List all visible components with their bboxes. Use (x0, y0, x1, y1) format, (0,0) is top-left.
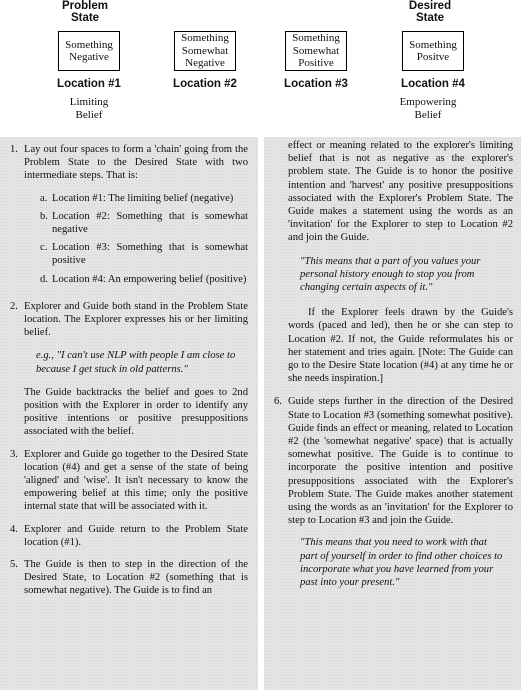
location-3-box: Something Somewhat Positive (285, 31, 347, 71)
list-letter: b. (40, 210, 48, 222)
location-3-label: Location #3 (284, 78, 348, 90)
list-letter: c. (40, 242, 48, 254)
left-column (0, 137, 258, 690)
location-2-label: Location #2 (173, 78, 237, 90)
step-text: Explorer and Guide go together to the Desired State location (#4) and get a sense of the state of being 'aligned' and 'wise'. It isn't necessary to know the empowering belief at this time; only the positive internal state that will be associated with it. (24, 448, 248, 513)
list-item (40, 241, 248, 267)
example-quote: "This means that you need to work with that part of yourself in order to find other choices to incorporate what you have learned from your past into your present." (300, 537, 503, 589)
step-number: 3. (10, 448, 18, 460)
list-text: Location #3: Something that is somewhat positive (52, 242, 248, 267)
location-2-box: Something Somewhat Negative (174, 31, 236, 71)
location-4-box: Something Positve (402, 31, 464, 71)
problem-state-label: Problem State (61, 0, 108, 24)
step-4 (10, 523, 248, 549)
step-number: 6. (274, 396, 282, 408)
step-number: 2. (10, 300, 18, 312)
step-text: Explorer and Guide return to the Problem State location (#1). (24, 523, 248, 548)
step-5-continuation: effect or meaning related to the explorer's limiting belief that is not as negative as the explorer's problem state. The Guide is to honor the positive intention and 'harvest' any positive presuppositions associated with the Explorer's Problem State. The Guide makes a statement using the words as an 'invitation' for the Explorer to step to Location #2 and join the Guide. (288, 140, 513, 244)
step-text: Guide steps further in the direction of the Desired State to Location #3 (something somewhat positive). Guide finds an effect or meaning, related to Location #2 (the 'somewhat negative' space) that is actually somewhat positive. The Guide is to continue to incorporate the positive intention and positive presuppositions associated with the Explorer's Problem State. The Guide makes another statement using the words as an 'invitation' for the Explorer to step to Location #3 and join the Guide. (288, 396, 513, 527)
step-6 (274, 395, 513, 527)
list-item (40, 273, 248, 286)
location-list (24, 192, 248, 286)
empowering-belief-label: Empowering Belief (399, 96, 457, 121)
location-1-box: Something Negative (58, 31, 120, 71)
list-text: Location #2: Something that is somewhat negative (52, 210, 248, 236)
list-letter: d. (40, 273, 48, 285)
desired-state-label: Desired State (408, 0, 452, 24)
step-3 (10, 448, 248, 514)
step-text: Explorer and Guide both stand in the Problem State location. The Explorer expresses his or her limiting belief. (24, 300, 248, 339)
step-number: 4. (10, 523, 18, 535)
list-text: Location #1: The limiting belief (negative) (52, 192, 234, 204)
step-1 (10, 143, 248, 291)
step-number: 5. (10, 559, 18, 571)
location-diagram (0, 0, 521, 130)
list-text: Location #4: An empowering belief (positive) (52, 273, 247, 285)
step-text: The Guide is then to step in the direction of the Desired State, to Location #2 (something that is somewhat negative). The Guide is to find an (24, 559, 248, 597)
step-5 (10, 558, 248, 598)
location-4-label: Location #4 (401, 78, 465, 90)
limiting-belief-label: Limiting Belief (69, 96, 109, 121)
step-2 (10, 300, 248, 439)
step-text: Lay out four spaces to form a 'chain' going from the Problem State to the Desired State with two intermediate steps. That is: (24, 144, 248, 182)
example-quote: e.g., "I can't use NLP with people I am close to because I get stuck in old patterns." (36, 350, 236, 375)
step-followup: The Guide backtracks the belief and goes to 2nd position with the Explorer in order to identify any positive intentions or positive presuppositions associated with the belief. (24, 386, 248, 438)
step-number: 1. (10, 144, 18, 155)
location-1-label: Location #1 (57, 78, 121, 90)
right-column (264, 137, 521, 690)
guide-note: If the Explorer feels drawn by the Guide's words (paced and led), then he or she can step to Location #2. If not, the Guide reformulates his or her statement and tries again. [Note: The Guide can go to the Desire State location (#4) at any time he or she needs inspiration.] (288, 307, 513, 385)
list-item (40, 192, 248, 205)
example-quote: "This means that a part of you values your personal history enough to stop you from changing certain aspects of it." (300, 255, 481, 294)
list-item (40, 210, 248, 236)
list-letter: a. (40, 192, 48, 204)
